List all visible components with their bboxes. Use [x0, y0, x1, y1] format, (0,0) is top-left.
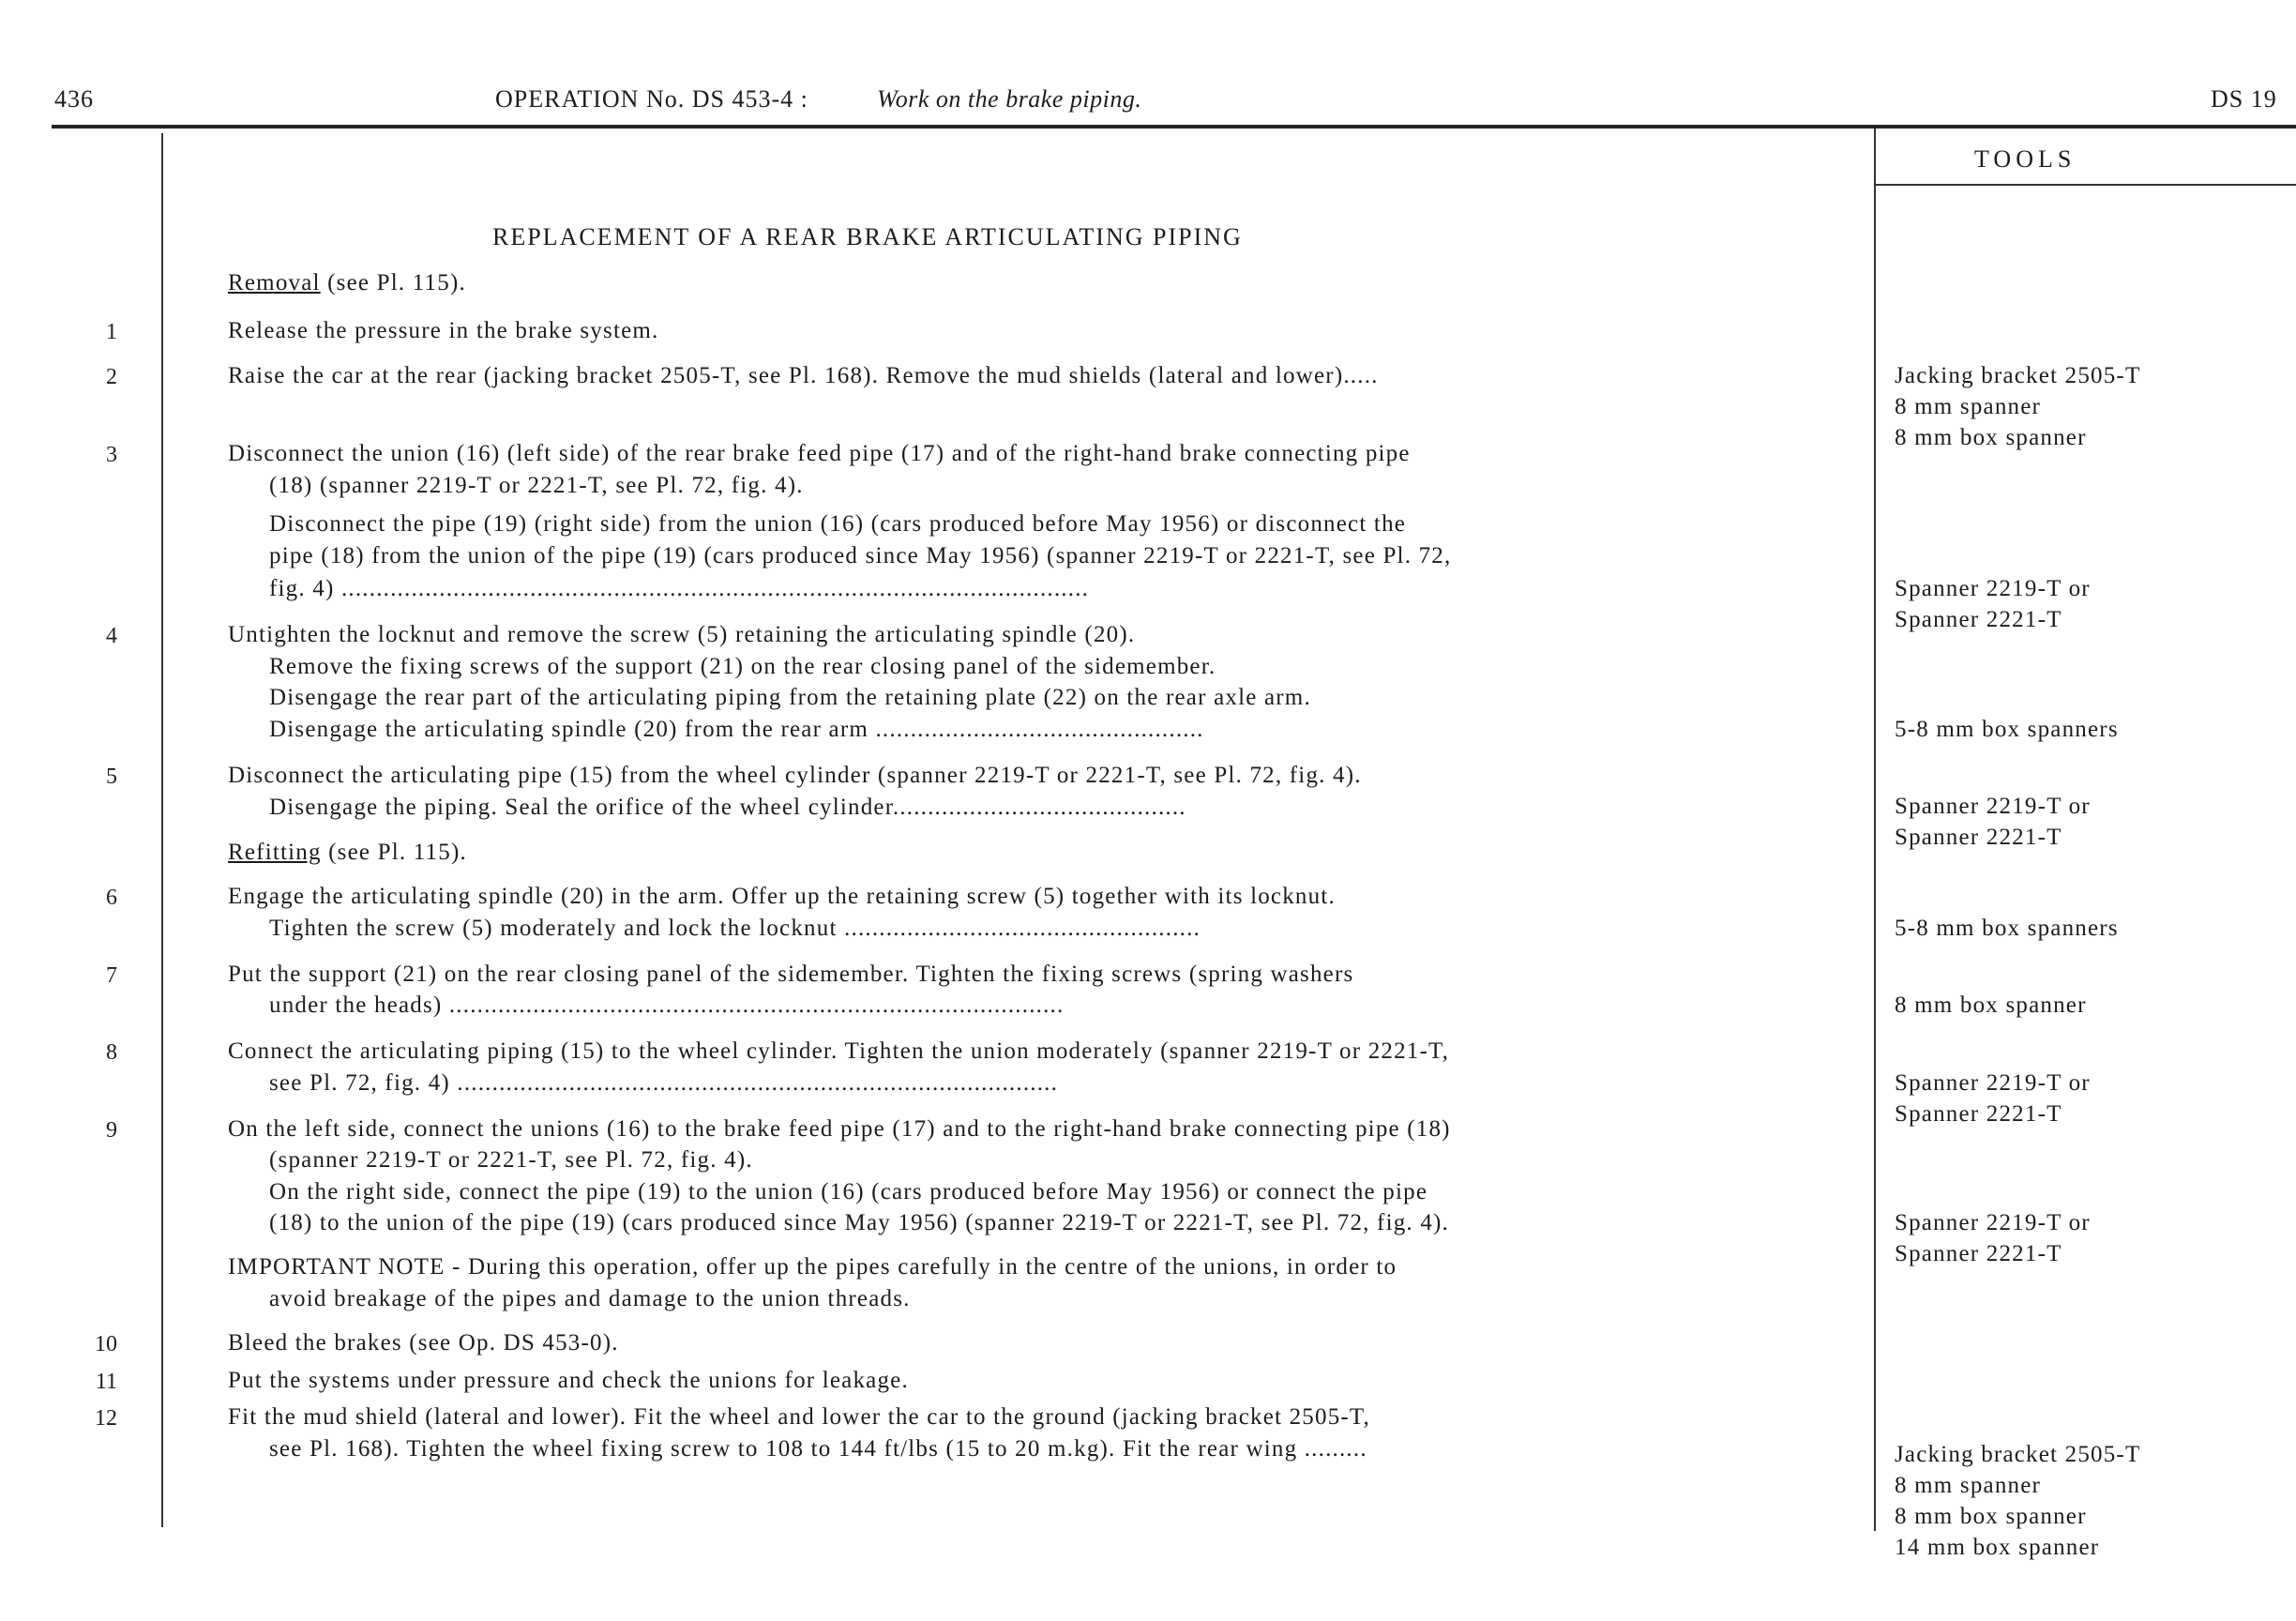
step-number: 5 — [106, 765, 117, 789]
step-number: 1 — [106, 320, 117, 344]
step-number: 3 — [106, 443, 117, 467]
step-number: 11 — [95, 1370, 117, 1394]
tools-column-divider — [1874, 129, 1876, 1531]
step-text: Disengage the piping. Seal the orifice of the wheel cylinder.......................................... — [269, 795, 1186, 820]
subsection-heading-label: Removal — [228, 270, 321, 295]
tool-item: Spanner 2221-T — [1895, 1101, 2062, 1127]
step-text: On the left side, connect the unions (16) to the brake feed pipe (17) and to the right-hand brake connecting pipe (18) — [228, 1116, 1451, 1142]
step-text: Release the pressure in the brake system. — [228, 318, 659, 343]
step-number: 7 — [106, 963, 117, 988]
tool-item: 5-8 mm box spanners — [1895, 717, 2119, 742]
step-text: avoid breakage of the pipes and damage to the union threads. — [269, 1286, 911, 1311]
tool-item: 8 mm box spanner — [1895, 1504, 2087, 1529]
step-text: Put the systems under pressure and check the unions for leakage. — [228, 1368, 909, 1393]
subsection-heading-reference: (see Pl. 115). — [320, 270, 466, 295]
tool-item: 8 mm box spanner — [1895, 992, 2087, 1018]
operation-title: Work on the brake piping. — [877, 85, 1142, 113]
step-text: Remove the fixing screws of the support (21) on the rear closing panel of the sidemember. — [269, 654, 1216, 679]
step-text: Raise the car at the rear (jacking bracket 2505-T, see Pl. 168). Remove the mud shields (lateral and lower)..... — [228, 363, 1379, 388]
step-text: under the heads) ........................................................................................ — [269, 992, 1065, 1018]
tool-item: Jacking bracket 2505-T — [1895, 363, 2141, 388]
step-text: fig. 4) ........................................................................................................... — [269, 576, 1090, 601]
tool-item: 8 mm spanner — [1895, 394, 2042, 419]
step-text: Disconnect the pipe (19) (right side) from the union (16) (cars produced before May 1956) or disconnect the — [269, 511, 1407, 537]
subsection-heading-reference: (see Pl. 115). — [321, 840, 467, 865]
step-text: Connect the articulating piping (15) to the wheel cylinder. Tighten the union moderately (spanner 2219-T or 2221-T, — [228, 1038, 1450, 1064]
tool-item: Spanner 2219-T or — [1895, 576, 2091, 601]
subsection-heading — [228, 840, 467, 866]
tool-item: 8 mm box spanner — [1895, 425, 2087, 450]
step-text: IMPORTANT NOTE - During this operation, offer up the pipes carefully in the centre of the unions, in order to — [228, 1254, 1397, 1280]
step-number: 2 — [106, 365, 117, 389]
step-number: 12 — [95, 1406, 117, 1431]
step-number: 4 — [106, 624, 117, 648]
tool-item: 5-8 mm box spanners — [1895, 916, 2119, 941]
step-text: Disconnect the union (16) (left side) of the rear brake feed pipe (17) and of the right-hand brake connecting pipe — [228, 441, 1411, 466]
subsection-heading — [228, 270, 466, 296]
step-text: Disengage the rear part of the articulating piping from the retaining plate (22) on the rear axle arm. — [269, 685, 1311, 710]
section-title: REPLACEMENT OF A REAR BRAKE ARTICULATING PIPING — [492, 223, 1243, 250]
step-text: (spanner 2219-T or 2221-T, see Pl. 72, fig. 4). — [269, 1147, 753, 1173]
tools-heading: TOOLS — [1974, 145, 2077, 173]
step-text: (18) to the union of the pipe (19) (cars produced since May 1956) (spanner 2219-T or 2221-T, see Pl. 72, fig. 4). — [269, 1210, 1449, 1235]
tool-item: Spanner 2221-T — [1895, 825, 2062, 850]
step-text: Put the support (21) on the rear closing panel of the sidemember. Tighten the fixing screws (spring washers — [228, 962, 1354, 987]
tool-item: Spanner 2221-T — [1895, 607, 2062, 632]
header-rule — [52, 125, 2296, 129]
tool-item: 14 mm box spanner — [1895, 1535, 2100, 1560]
tool-item: Spanner 2221-T — [1895, 1241, 2062, 1266]
tool-item: Spanner 2219-T or — [1895, 1210, 2091, 1235]
step-text: Disconnect the articulating pipe (15) from the wheel cylinder (spanner 2219-T or 2221-T, see Pl. 72, fig. 4). — [228, 763, 1362, 788]
step-text: On the right side, connect the pipe (19) to the union (16) (cars produced before May 1956) or connect the pipe — [269, 1179, 1428, 1204]
step-text: Bleed the brakes (see Op. DS 453-0). — [228, 1330, 619, 1356]
step-text: see Pl. 168). Tighten the wheel fixing screw to 108 to 144 ft/lbs (15 to 20 m.kg). Fit the rear wing ......... — [269, 1436, 1367, 1462]
step-number: 9 — [106, 1118, 117, 1143]
model-label: DS 19 — [2211, 85, 2277, 113]
step-text: Untighten the locknut and remove the screw (5) retaining the articulating spindle (20). — [228, 622, 1136, 647]
tool-item: Jacking bracket 2505-T — [1895, 1442, 2141, 1467]
step-text: Engage the articulating spindle (20) in the arm. Offer up the retaining screw (5) together with its locknut. — [228, 884, 1336, 909]
step-number: 6 — [106, 886, 117, 910]
step-text: Tighten the screw (5) moderately and lock the locknut ................................................... — [269, 916, 1201, 941]
step-number: 8 — [106, 1040, 117, 1065]
step-number: 10 — [95, 1332, 117, 1356]
step-text: Disengage the articulating spindle (20) from the rear arm ............................................... — [269, 717, 1204, 742]
left-column-divider — [161, 133, 163, 1527]
step-text: Fit the mud shield (lateral and lower). Fit the wheel and lower the car to the ground (jacking bracket 2505-T, — [228, 1404, 1370, 1430]
step-text: see Pl. 72, fig. 4) ...................................................................................... — [269, 1070, 1059, 1096]
tool-item: Spanner 2219-T or — [1895, 794, 2091, 819]
page-number: 436 — [54, 85, 94, 113]
tool-item: Spanner 2219-T or — [1895, 1070, 2091, 1096]
subsection-heading-label: Refitting — [228, 840, 322, 865]
tool-item: 8 mm spanner — [1895, 1473, 2042, 1498]
step-text: (18) (spanner 2219-T or 2221-T, see Pl. 72, fig. 4). — [269, 473, 804, 498]
operation-label: OPERATION No. DS 453-4 : — [495, 85, 808, 113]
tools-heading-rule — [1874, 184, 2296, 186]
step-text: pipe (18) from the union of the pipe (19) (cars produced since May 1956) (spanner 2219-T or 2221-T, see Pl. 72, — [269, 543, 1452, 568]
